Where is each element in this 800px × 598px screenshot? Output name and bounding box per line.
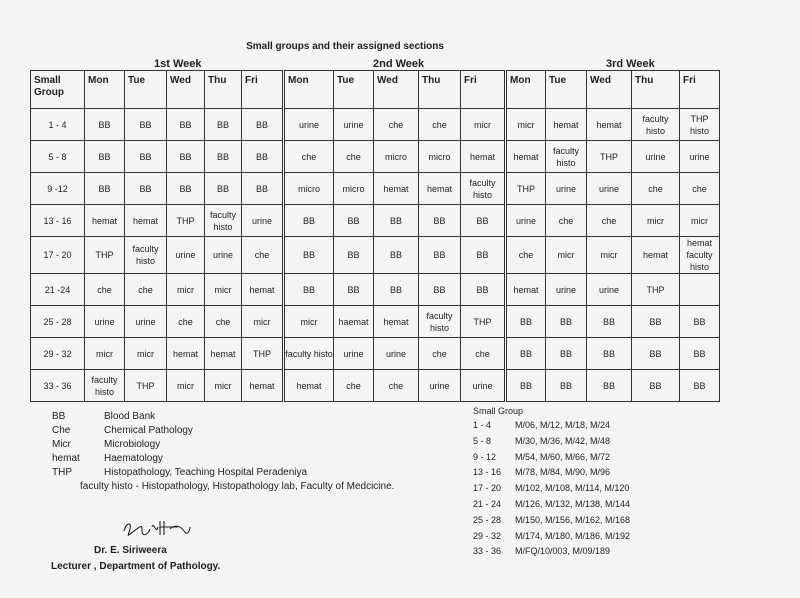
schedule-cell: hemat	[242, 370, 284, 402]
schedule-cell: che	[374, 109, 419, 141]
header-day: Fri	[242, 71, 284, 109]
schedule-cell: micro	[334, 173, 374, 205]
schedule-cell: BB	[374, 205, 419, 237]
small-group-range: 29 - 32	[473, 530, 502, 541]
schedule-cell: BB	[334, 274, 374, 306]
schedule-cell: BB	[506, 338, 546, 370]
schedule-cell: micr	[546, 237, 587, 274]
header-day: Wed	[374, 71, 419, 109]
schedule-cell: urine	[506, 205, 546, 237]
signatory-title: Lecturer , Department of Pathology.	[51, 561, 221, 572]
schedule-cell: urine	[205, 237, 242, 274]
small-group-range: 5 - 8	[473, 435, 492, 446]
small-group-range: 33 - 36	[473, 546, 502, 557]
schedule-cell: hemat	[205, 338, 242, 370]
schedule-cell: micr	[167, 370, 205, 402]
schedule-cell: che	[680, 173, 720, 205]
table-header-row	[31, 71, 720, 109]
schedule-cell: BB	[85, 141, 125, 173]
small-group-list	[473, 404, 630, 560]
schedule-cell: faculty histo	[85, 370, 125, 402]
small-group-item	[473, 450, 630, 466]
schedule-cell: BB	[680, 338, 720, 370]
week-label-2: 2nd Week	[373, 58, 425, 70]
small-group-range: 9 - 12	[473, 451, 497, 462]
header-day: Wed	[167, 71, 205, 109]
small-group-item	[473, 434, 630, 450]
header-day: Thu	[205, 71, 242, 109]
schedule-cell: faculty histo	[546, 141, 587, 173]
schedule-cell: BB	[242, 173, 284, 205]
schedule-cell: faculty histo	[125, 237, 167, 274]
schedule-cell: BB	[334, 237, 374, 274]
schedule-cell: hemat	[284, 370, 334, 402]
schedule-cell: BB	[85, 173, 125, 205]
schedule-cell: hemat	[374, 173, 419, 205]
schedule-cell: hemat	[461, 141, 506, 173]
schedule-cell: BB	[632, 306, 680, 338]
small-group-members: M/30, M/36, M/42, M/48	[515, 435, 611, 446]
legend-full: Microbiology	[104, 439, 161, 450]
small-group-members: M/78, M/84, M/90, M/96	[515, 467, 611, 478]
schedule-cell: hemat	[242, 274, 284, 306]
schedule-cell: che	[587, 205, 632, 237]
header-day: Wed	[587, 71, 632, 109]
schedule-cell: BB	[419, 274, 461, 306]
schedule-cell: BB	[374, 274, 419, 306]
schedule-cell: micr	[284, 306, 334, 338]
schedule-cell: hemat	[546, 109, 587, 141]
small-group-item	[473, 418, 630, 434]
group-range-cell: 29 - 32	[31, 338, 85, 370]
signatory-name: Dr. E. Siriweera	[94, 545, 167, 556]
schedule-cell: BB	[374, 237, 419, 274]
header-day: Mon	[284, 71, 334, 109]
table-row	[31, 109, 720, 141]
small-group-members: M/102, M/108, M/114, M/120	[515, 483, 630, 494]
schedule-cell: che	[374, 370, 419, 402]
schedule-cell: BB	[680, 370, 720, 402]
schedule-cell: micr	[167, 274, 205, 306]
schedule-cell: che	[284, 141, 334, 173]
schedule-cell: BB	[167, 109, 205, 141]
legend-abbr: Che	[52, 425, 71, 436]
table-row	[31, 205, 720, 237]
schedule-cell: hemat	[632, 237, 680, 274]
schedule-cell: urine	[680, 141, 720, 173]
legend-abbr: Micr	[52, 439, 71, 450]
legend-full: Blood Bank	[104, 411, 156, 422]
legend-item	[52, 424, 394, 438]
schedule-cell: micr	[680, 205, 720, 237]
header-day: Tue	[125, 71, 167, 109]
schedule-cell: BB	[284, 237, 334, 274]
schedule-cell: THP	[242, 338, 284, 370]
schedule-cell: BB	[546, 306, 587, 338]
group-range-cell: 5 - 8	[31, 141, 85, 173]
legend-full: - Histopathology, Histopathology lab, Faculty of Medcicine.	[135, 481, 395, 492]
schedule-cell: micr	[205, 274, 242, 306]
schedule-cell: urine	[461, 370, 506, 402]
schedule-cell: urine	[587, 274, 632, 306]
schedule-cell: urine	[546, 274, 587, 306]
header-day: Fri	[680, 71, 720, 109]
header-day: Tue	[546, 71, 587, 109]
schedule-cell: urine	[125, 306, 167, 338]
small-group-members: M/06, M/12, M/18, M/24	[515, 420, 611, 430]
schedule-cell: THP	[461, 306, 506, 338]
schedule-cell: BB	[85, 109, 125, 141]
group-range-cell: 33 - 36	[31, 370, 85, 402]
schedule-cell: BB	[205, 109, 242, 141]
schedule-cell: faculty histo	[632, 109, 680, 141]
schedule-cell: THP	[85, 237, 125, 274]
header-day: Fri	[461, 71, 506, 109]
small-group-item	[473, 497, 630, 513]
schedule-cell: che	[334, 141, 374, 173]
legend-full: Histopathology, Teaching Hospital Peradeniya	[104, 467, 308, 478]
header-day: Thu	[632, 71, 680, 109]
table-row	[31, 338, 720, 370]
schedule-cell: BB	[546, 338, 587, 370]
legend-full: Chemical Pathology	[104, 425, 193, 436]
table-row	[31, 237, 720, 274]
legend-item	[52, 480, 394, 494]
schedule-cell: micr	[242, 306, 284, 338]
schedule-cell: BB	[506, 306, 546, 338]
schedule-cell: THP	[167, 205, 205, 237]
schedule-cell: micr	[85, 338, 125, 370]
abbreviation-legend	[52, 410, 394, 494]
schedule-cell: che	[419, 109, 461, 141]
header-day: Mon	[85, 71, 125, 109]
small-group-item	[473, 481, 630, 497]
legend-abbr: hemat	[52, 453, 80, 464]
schedule-cell: THP	[632, 274, 680, 306]
schedule-cell: hemat	[587, 109, 632, 141]
schedule-cell: micr	[461, 109, 506, 141]
legend-item	[52, 438, 394, 452]
schedule-cell: urine	[284, 109, 334, 141]
signature	[120, 517, 192, 539]
small-group-members: M/174, M/180, M/186, M/192	[515, 530, 631, 541]
table-row	[31, 274, 720, 306]
schedule-cell: BB	[205, 173, 242, 205]
schedule-cell: urine	[587, 173, 632, 205]
schedule-cell: hemat	[167, 338, 205, 370]
small-group-range: 13 - 16	[473, 467, 502, 478]
week-label-3: 3rd Week	[606, 58, 655, 70]
schedule-cell: urine	[374, 338, 419, 370]
small-group-item	[473, 513, 630, 529]
small-group-range: 21 - 24	[473, 498, 502, 509]
schedule-cell: faculty histo	[419, 306, 461, 338]
schedule-cell	[680, 274, 720, 306]
schedule-cell: che	[334, 370, 374, 402]
schedule-cell: che	[242, 237, 284, 274]
schedule-cell: che	[461, 338, 506, 370]
schedule-cell: BB	[205, 141, 242, 173]
schedule-cell: THP	[587, 141, 632, 173]
schedule-cell: BB	[242, 141, 284, 173]
schedule-cell: BB	[334, 205, 374, 237]
schedule-cell: BB	[632, 370, 680, 402]
legend-item	[52, 452, 394, 466]
schedule-cell: micro	[419, 141, 461, 173]
schedule-cell: faculty histo	[461, 173, 506, 205]
small-group-members: M/54, M/60, M/66, M/72	[515, 451, 611, 462]
header-small-group: Small Group	[31, 71, 85, 109]
group-range-cell: 21 -24	[31, 274, 85, 306]
schedule-cell: BB	[125, 109, 167, 141]
header-day: Mon	[506, 71, 546, 109]
week-label-1: 1st Week	[154, 58, 202, 70]
legend-full: Haematology	[104, 453, 163, 464]
small-group-members: M/150, M/156, M/162, M/168	[515, 514, 631, 525]
schedule-cell: micr	[506, 109, 546, 141]
small-group-range: 1 - 4	[473, 420, 492, 430]
schedule-cell: che	[167, 306, 205, 338]
schedule-cell: micr	[632, 205, 680, 237]
schedule-cell: urine	[334, 338, 374, 370]
schedule-cell: hemat	[506, 141, 546, 173]
schedule-cell: hemat faculty histo	[680, 237, 720, 274]
group-range-cell: 17 - 20	[31, 237, 85, 274]
document-title: Small groups and their assigned sections	[246, 41, 444, 52]
table-row	[31, 370, 720, 402]
schedule-cell: faculty histo	[284, 338, 334, 370]
schedule-cell: urine	[242, 205, 284, 237]
schedule-cell: BB	[419, 237, 461, 274]
schedule-cell: che	[419, 338, 461, 370]
schedule-cell: urine	[334, 109, 374, 141]
schedule-cell: faculty histo	[205, 205, 242, 237]
legend-abbr: THP	[52, 467, 72, 478]
schedule-cell: urine	[167, 237, 205, 274]
schedule-cell: hemat	[374, 306, 419, 338]
table-row	[31, 141, 720, 173]
schedule-cell: BB	[632, 338, 680, 370]
schedule-cell: micr	[125, 338, 167, 370]
table-row	[31, 173, 720, 205]
group-range-cell: 13 - 16	[31, 205, 85, 237]
small-group-members: M/FQ/10/003, M/09/189	[515, 546, 611, 557]
legend-abbr: faculty histo	[80, 481, 133, 492]
schedule-cell: BB	[125, 173, 167, 205]
schedule-cell: BB	[506, 370, 546, 402]
schedule-cell: BB	[461, 205, 506, 237]
schedule-cell: BB	[587, 338, 632, 370]
schedule-cell: BB	[461, 237, 506, 274]
schedule-cell: BB	[167, 141, 205, 173]
schedule-table	[30, 70, 720, 402]
small-group-item	[473, 465, 630, 481]
small-group-item	[473, 544, 630, 560]
schedule-cell: BB	[546, 370, 587, 402]
schedule-cell: BB	[587, 370, 632, 402]
schedule-cell: che	[125, 274, 167, 306]
schedule-cell: urine	[546, 173, 587, 205]
header-day: Thu	[419, 71, 461, 109]
table-row	[31, 306, 720, 338]
schedule-cell: hemat	[85, 205, 125, 237]
schedule-cell: che	[546, 205, 587, 237]
schedule-cell: THP histo	[680, 109, 720, 141]
schedule-cell: micro	[374, 141, 419, 173]
schedule-cell: che	[205, 306, 242, 338]
schedule-cell: BB	[284, 274, 334, 306]
schedule-cell: BB	[284, 205, 334, 237]
group-range-cell: 25 - 28	[31, 306, 85, 338]
schedule-cell: BB	[461, 274, 506, 306]
small-group-item	[473, 529, 630, 545]
schedule-cell: che	[506, 237, 546, 274]
schedule-cell: micro	[284, 173, 334, 205]
schedule-cell: BB	[167, 173, 205, 205]
small-group-range: 25 - 28	[473, 514, 502, 525]
schedule-cell: BB	[419, 205, 461, 237]
schedule-cell: che	[85, 274, 125, 306]
legend-item	[52, 410, 394, 424]
schedule-cell: hemat	[125, 205, 167, 237]
schedule-cell: micr	[587, 237, 632, 274]
schedule-cell: urine	[85, 306, 125, 338]
legend-abbr: BB	[52, 411, 66, 422]
schedule-cell: BB	[680, 306, 720, 338]
schedule-cell: che	[632, 173, 680, 205]
schedule-cell: micr	[205, 370, 242, 402]
header-day: Tue	[334, 71, 374, 109]
schedule-cell: urine	[632, 141, 680, 173]
schedule-cell: THP	[506, 173, 546, 205]
schedule-cell: BB	[242, 109, 284, 141]
small-group-range: 17 - 20	[473, 483, 502, 494]
small-group-members: M/126, M/132, M/138, M/144	[515, 498, 631, 509]
schedule-cell: urine	[419, 370, 461, 402]
group-range-cell: 9 -12	[31, 173, 85, 205]
schedule-cell: hemat	[506, 274, 546, 306]
schedule-cell: haemat	[334, 306, 374, 338]
schedule-cell: hemat	[419, 173, 461, 205]
legend-item	[52, 466, 394, 480]
small-group-header: Small Group	[473, 406, 524, 416]
schedule-cell: BB	[587, 306, 632, 338]
group-range-cell: 1 - 4	[31, 109, 85, 141]
schedule-cell: BB	[125, 141, 167, 173]
schedule-cell: THP	[125, 370, 167, 402]
